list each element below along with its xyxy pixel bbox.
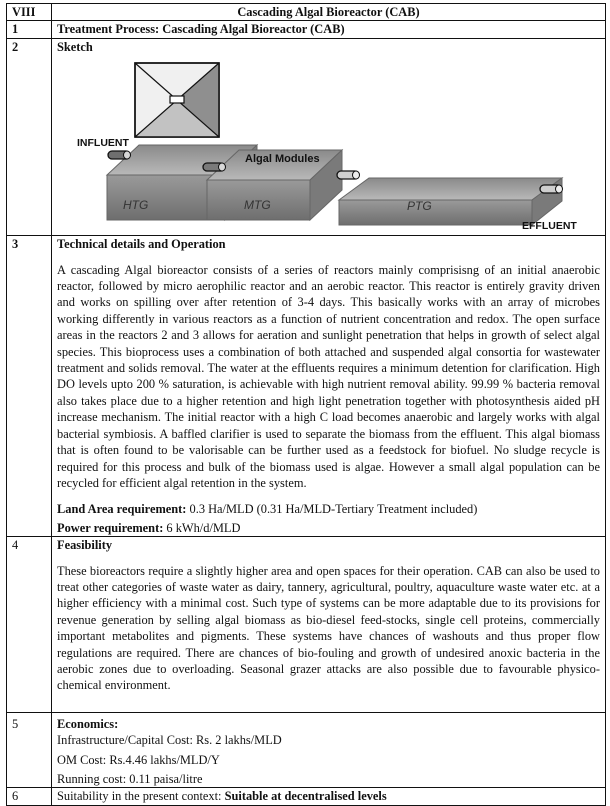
pipe-icon — [108, 151, 131, 159]
tank-label-ptg: PTG — [407, 199, 432, 214]
power-label: Power requirement: — [57, 520, 164, 535]
algal-modules-label: Algal Modules — [245, 153, 320, 166]
feasibility-body: These bioreactors require a slightly higher area and open spaces for their operation. CAB can also be used to treat other categories of waste water as dairy, tannery, agricultural, poultry, aquaculture waste water etc. at a higher efficiency with a minimal cost. Such type of systems can be more adaptable due to its provisions for revenue generation by selling algal biomass as bio-diesel feed-stocks, single cell proteins, commercially important metabolites and pigments. These systems have chances of washouts and thus proper flow regulations are required. There are chances of bio-fouling and growth of undesired anoxic bacteria in the aerobic zones due to overloading. Seasonal grazer attacks are also possible due to favourable physico-chemical environment. — [57, 563, 600, 693]
treatment-process-label: Treatment Process: Cascading Algal Bioreactor (CAB) — [52, 21, 606, 38]
land-area-label: Land Area requirement: — [57, 502, 187, 517]
section-number: VIII — [7, 4, 52, 21]
running-cost: Running cost: 0.11 paisa/litre — [57, 772, 203, 786]
suitability-cell — [52, 788, 606, 805]
sketch-heading: Sketch — [57, 39, 93, 54]
feasibility-cell — [52, 537, 606, 713]
power-requirement — [57, 520, 600, 536]
row-number: 2 — [7, 38, 52, 235]
economics-heading: Economics: — [57, 716, 119, 731]
tank-label-htg: HTG — [123, 198, 149, 213]
row-number: 3 — [7, 236, 52, 537]
row-treatment-process — [7, 21, 606, 38]
technical-details-heading: Technical details and Operation — [57, 237, 226, 252]
technical-details-body: A cascading Algal bioreactor consists of a series of reactors mainly comprisisng of an initial anaerobic reactor, followed by micro aerophilic reactor and an aerobic reactor. This reactor is entirely gravity driven and works on spilling over after retention of 3-4 days. This basically works with an array of microbes working differently in various reactors as a function of nutrient concentration and redox. The open surface areas in the reactors 2 and 3 allows for aeration and sunlight penetration that helps in growth of select algal species. This bioprocess uses a combination of both attached and suspended algal consortia for wastewater treatment and solids removal. The water at the effluents requires a minimum detention for clarification. High DO levels upto 200 % saturation, is achievable with high nutrient removal ability. 99.99 % bacteria removal also takes place due to a higher retention and high light penetration together with photosynthesis aided pH increase mechanism. The initial reactor with a high C load becomes anaerobic and largely works with algal bacterial symbiosis. A baffled clarifier is used to separate the biomass from the effluent. This algal biomass that is often found to be valorisable can be further used as a feedstock for biofuel. No sludge recycle is required for this process and bulk of the biomass used is algae. However a small algal population can be recycled for efficient algal retention in the system. — [57, 262, 600, 490]
capital-cost: Infrastructure/Capital Cost: Rs. 2 lakhs/MLD — [57, 733, 282, 748]
clarifier-icon — [135, 63, 219, 137]
feasibility-heading: Feasibility — [57, 538, 113, 553]
om-cost: OM Cost: Rs.4.46 lakhs/MLD/Y — [57, 752, 220, 767]
land-area-value: 0.3 Ha/MLD (0.31 Ha/MLD-Tertiary Treatment included) — [186, 502, 478, 517]
row-number: 4 — [7, 537, 52, 713]
row-number: 6 — [7, 788, 52, 805]
tank-label-mtg: MTG — [244, 198, 271, 213]
pipe-icon — [203, 163, 226, 171]
row-number: 1 — [7, 21, 52, 38]
row-feasibility — [7, 537, 606, 713]
land-area-requirement — [57, 501, 600, 517]
pipe-icon — [540, 185, 563, 193]
influent-label: INFLUENT — [77, 137, 129, 150]
suitability-value: Suitable at decentralised levels — [224, 789, 387, 804]
row-sketch — [7, 38, 606, 235]
suitability-prefix: Suitability in the present context: — [57, 789, 225, 804]
economics-cell — [52, 712, 606, 788]
table-header-row — [7, 4, 606, 21]
sketch-cell — [52, 38, 606, 235]
pipe-icon — [337, 171, 360, 179]
technical-details-cell — [52, 236, 606, 537]
effluent-label: EFFLUENT — [522, 220, 577, 233]
cab-table — [6, 3, 606, 806]
row-technical-details — [7, 236, 606, 537]
power-value: 6 kWh/d/MLD — [163, 520, 241, 535]
row-suitability — [7, 788, 606, 805]
row-economics — [7, 712, 606, 788]
table-title: Cascading Algal Bioreactor (CAB) — [52, 4, 606, 21]
cab-sketch-diagram — [57, 55, 600, 235]
row-number: 5 — [7, 712, 52, 788]
